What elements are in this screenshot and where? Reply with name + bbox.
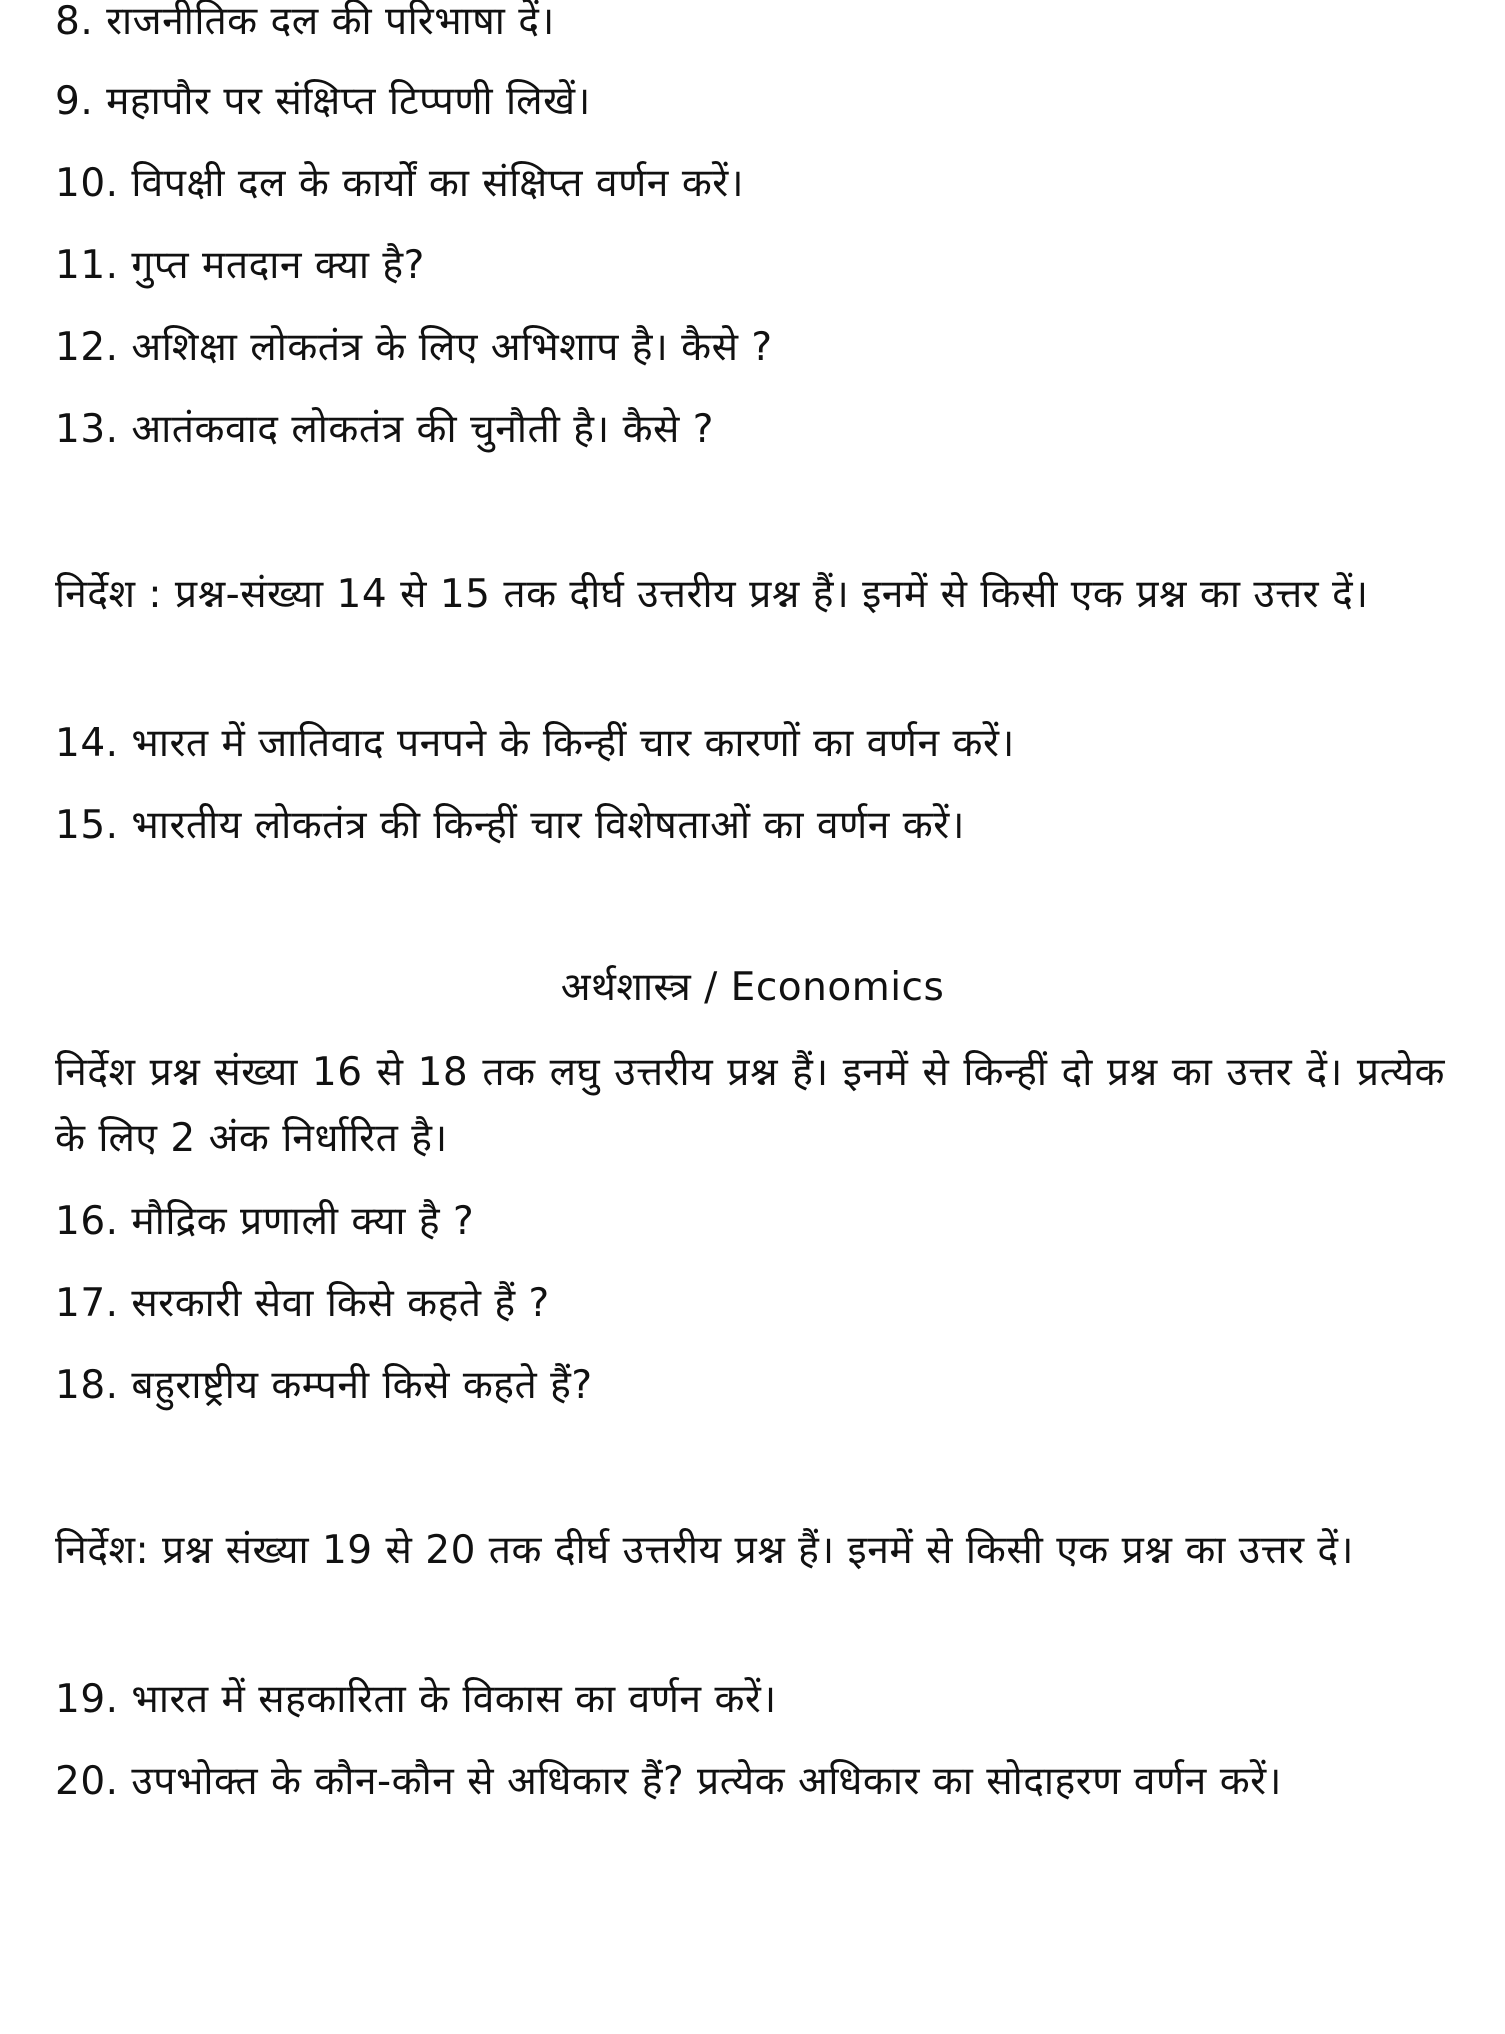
question-20: 20. उपभोक्त के कौन-कौन से अधिकार हैं? प्रत्येक अधिकार का सोदाहरण वर्णन करें। [55,1759,1282,1804]
question-15: 15. भारतीय लोकतंत्र की किन्हीं चार विशेषताओं का वर्णन करें। [55,803,965,848]
question-12: 12. अशिक्षा लोकतंत्र के लिए अभिशाप है। कैसे ? [55,325,773,370]
question-9: 9. महापौर पर संक्षिप्त टिप्पणी लिखें। [55,79,591,124]
question-14: 14. भारत में जातिवाद पनपने के किन्हीं चार कारणों का वर्णन करें। [55,721,1015,766]
question-8: 8. राजनीतिक दल की परिभाषा दें। [55,0,555,44]
question-10: 10. विपक्षी दल के कार्यों का संक्षिप्त वर्णन करें। [55,161,745,206]
question-19: 19. भारत में सहकारिता के विकास का वर्णन करें। [55,1677,777,1722]
section-heading-economics: अर्थशास्त्र / Economics [560,965,945,1010]
instruction-long-answer-economics: निर्देश: प्रश्न संख्या 19 से 20 तक दीर्घ उत्तरीय प्रश्न हैं। इनमें से किसी एक प्रश्न का उत्तर दें। [55,1528,1354,1573]
question-16: 16. मौद्रिक प्रणाली क्या है ? [55,1199,475,1244]
instruction-short-answer-economics: निर्देश प्रश्न संख्या 16 से 18 तक लघु उत्तरीय प्रश्न हैं। इनमें से किन्हीं दो प्रश्न का उत्तर दें। प्रत्येक के लिए 2 अंक निर्धारित है। [55,1050,1445,1161]
question-17: 17. सरकारी सेवा किसे कहते हैं ? [55,1281,550,1326]
instruction-long-answer-political: निर्देश : प्रश्न-संख्या 14 से 15 तक दीर्घ उत्तरीय प्रश्न हैं। इनमें से किसी एक प्रश्न का उत्तर दें। [55,572,1369,617]
question-11: 11. गुप्त मतदान क्या है? [55,243,425,288]
question-13: 13. आतंकवाद लोकतंत्र की चुनौती है। कैसे ? [55,407,714,452]
question-18: 18. बहुराष्ट्रीय कम्पनी किसे कहते हैं? [55,1363,593,1408]
